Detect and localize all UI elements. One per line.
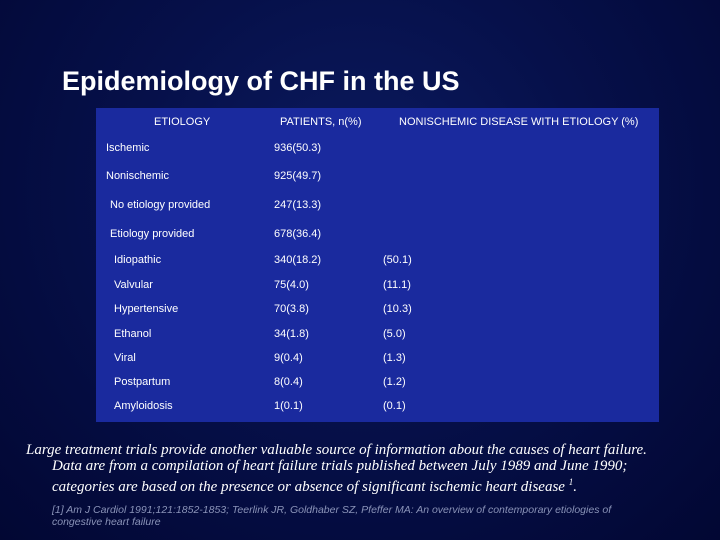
row-patients: 8(0.4) [274, 376, 303, 388]
reference-note [52, 504, 712, 528]
row-etiology: Valvular [114, 279, 153, 291]
row-patients: 340(18.2) [274, 254, 322, 266]
row-etiology: Ischemic [106, 142, 150, 154]
row-etiology: Ethanol [114, 328, 152, 340]
caption-line-2: Data are from a compilation of heart failure trials published between July 1989 and June 1990; [52, 458, 628, 474]
row-etiology: No etiology provided [110, 199, 211, 211]
row-etiology: Hypertensive [114, 303, 179, 315]
row-etiology: Etiology provided [110, 228, 195, 240]
slide-caption [26, 442, 706, 495]
column-header-nonischemic: NONISCHEMIC DISEASE WITH ETIOLOGY (%) [399, 116, 639, 128]
caption-line-3-text: categories are based on the presence or absence of significant ischemic heart disease [52, 479, 565, 495]
row-nonischemic-percent: (0.1) [383, 400, 406, 412]
row-nonischemic-percent: (10.3) [383, 303, 412, 315]
row-nonischemic-percent: (1.3) [383, 352, 406, 364]
row-patients: 70(3.8) [274, 303, 309, 315]
row-patients: 9(0.4) [274, 352, 303, 364]
caption-line-1: Large treatment trials provide another valuable source of information about the causes of heart failure. [26, 442, 647, 458]
row-patients: 936(50.3) [274, 142, 322, 154]
row-nonischemic-percent: (1.2) [383, 376, 406, 388]
row-nonischemic-percent: (11.1) [383, 279, 411, 291]
row-nonischemic-percent: (5.0) [383, 328, 406, 340]
row-patients: 678(36.4) [274, 228, 322, 240]
row-patients: 75(4.0) [274, 279, 309, 291]
reference-line-1: [1] Am J Cardiol 1991;121:1852-1853; Teerlink JR, Goldhaber SZ, Pfeffer MA: An overview of contemporary etiologies of [52, 504, 612, 516]
caption-line-3-end: . [573, 479, 577, 495]
slide-title: Epidemiology of CHF in the US [62, 66, 460, 96]
row-etiology: Postpartum [114, 376, 171, 388]
column-header-patients: PATIENTS, n(%) [280, 116, 362, 128]
row-etiology: Viral [114, 352, 136, 364]
caption-footnote-marker: 1 [568, 477, 574, 487]
etiology-table [96, 108, 659, 422]
column-header-etiology: ETIOLOGY [154, 116, 211, 128]
row-etiology: Idiopathic [114, 254, 162, 266]
row-patients: 925(49.7) [274, 170, 322, 182]
row-nonischemic-percent: (50.1) [383, 254, 412, 266]
reference-line-2: congestive heart failure [52, 516, 161, 528]
row-etiology: Amyloidosis [114, 400, 173, 412]
row-patients: 1(0.1) [274, 400, 303, 412]
row-patients: 247(13.3) [274, 199, 322, 211]
row-etiology: Nonischemic [106, 170, 169, 182]
caption-line-3 [26, 474, 706, 495]
row-patients: 34(1.8) [274, 328, 309, 340]
